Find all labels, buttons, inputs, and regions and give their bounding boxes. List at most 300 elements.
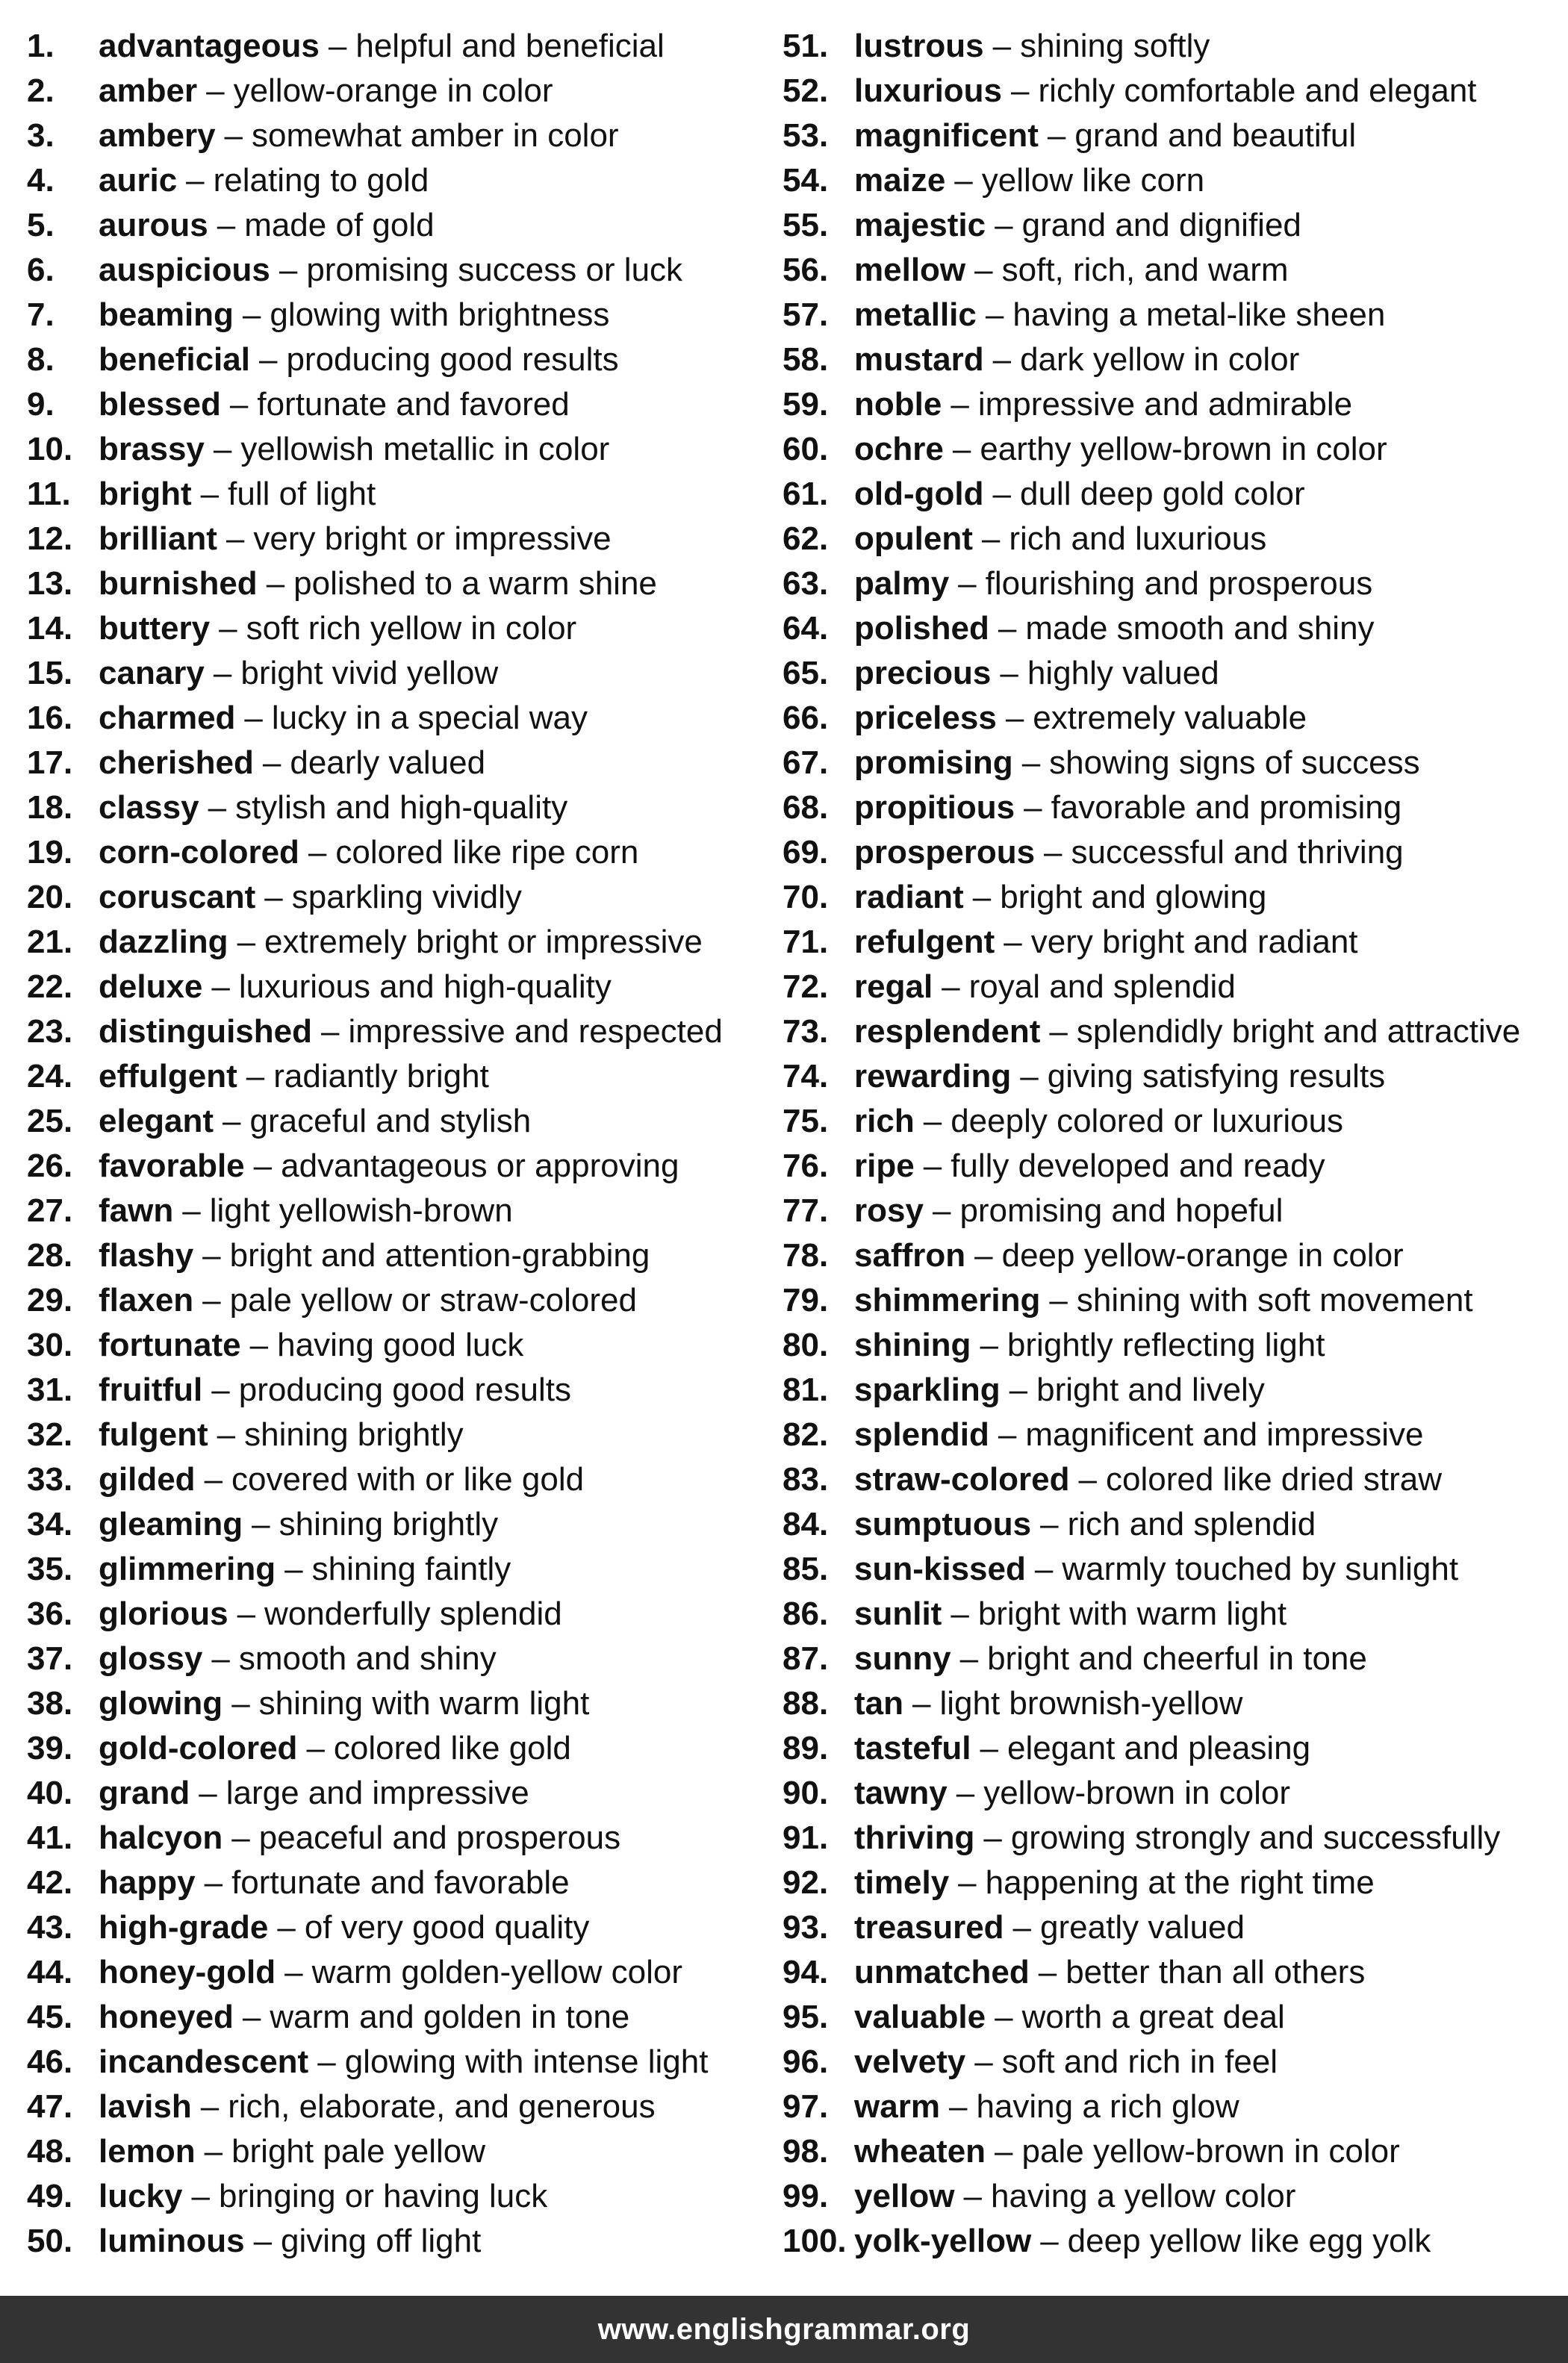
item-word: bright <box>99 476 192 512</box>
list-item <box>783 517 1568 561</box>
item-definition: shining with warm light <box>258 1685 590 1722</box>
item-number: 69. <box>783 834 829 871</box>
list-item <box>783 1905 1568 1950</box>
list-item <box>783 1861 1568 1905</box>
item-word: high-grade <box>99 1909 269 1946</box>
list-item <box>783 1547 1568 1592</box>
item-number: 34. <box>27 1506 73 1542</box>
item-word: happy <box>99 1864 196 1901</box>
list-item <box>27 1144 774 1189</box>
item-word: honeyed <box>99 1999 234 2035</box>
item-number: 66. <box>783 700 829 736</box>
item-separator: – <box>223 1103 241 1139</box>
item-number: 46. <box>27 2043 73 2080</box>
item-definition: elegant and pleasing <box>1007 1730 1311 1766</box>
item-word: incandescent <box>99 2043 309 2080</box>
item-number: 74. <box>783 1058 829 1095</box>
item-number: 77. <box>783 1192 829 1229</box>
item-definition: impressive and respected <box>348 1013 723 1050</box>
list-item <box>27 1323 774 1368</box>
item-separator: – <box>321 1013 340 1050</box>
item-separator: – <box>225 520 245 557</box>
item-word: brilliant <box>99 520 217 557</box>
item-definition: bright vivid yellow <box>240 655 499 691</box>
item-word: sunny <box>854 1640 951 1677</box>
item-number: 32. <box>27 1416 73 1453</box>
item-number: 76. <box>783 1148 829 1184</box>
item-number: 47. <box>27 2088 73 2125</box>
item-definition: richly comfortable and elegant <box>1038 72 1477 109</box>
item-word: gleaming <box>99 1506 243 1542</box>
item-separator: – <box>202 1282 221 1319</box>
item-separator: – <box>242 296 261 333</box>
item-definition: dull deep gold color <box>1019 476 1305 512</box>
item-number: 3. <box>27 117 55 154</box>
item-number: 10. <box>27 431 73 467</box>
item-definition: luxurious and high-quality <box>238 968 612 1005</box>
item-number: 36. <box>27 1595 73 1632</box>
list-item <box>783 561 1568 606</box>
list-item <box>27 920 774 965</box>
item-word: auspicious <box>99 252 270 288</box>
item-word: fawn <box>99 1192 174 1229</box>
list-item <box>27 382 774 427</box>
item-word: old-gold <box>854 476 984 512</box>
item-definition: soft and rich in feel <box>1001 2043 1278 2080</box>
item-separator: – <box>958 1864 977 1901</box>
item-separator: – <box>284 1551 303 1587</box>
item-separator: – <box>204 2133 223 2170</box>
item-number: 16. <box>27 700 73 736</box>
item-word: thriving <box>854 1819 975 1856</box>
item-separator: – <box>186 162 205 199</box>
item-number: 9. <box>27 386 55 423</box>
item-word: luminous <box>99 2223 245 2259</box>
item-number: 8. <box>27 341 55 378</box>
item-number: 62. <box>783 520 829 557</box>
list-item <box>27 830 774 875</box>
item-separator: – <box>1005 700 1024 736</box>
list-item <box>27 561 774 606</box>
item-number: 24. <box>27 1058 73 1095</box>
list-item <box>783 1816 1568 1861</box>
item-word: burnished <box>99 565 258 602</box>
item-definition: relating to gold <box>213 162 429 199</box>
list-item <box>27 1771 774 1816</box>
list-item <box>27 1547 774 1592</box>
item-word: canary <box>99 655 205 691</box>
item-number: 85. <box>783 1551 829 1587</box>
item-definition: glowing with brightness <box>270 296 610 333</box>
item-number: 53. <box>783 117 829 154</box>
list-item <box>783 1323 1568 1368</box>
item-separator: – <box>200 2088 220 2125</box>
item-word: fruitful <box>99 1372 203 1408</box>
item-definition: shining brightly <box>244 1416 464 1453</box>
item-separator: – <box>249 1327 269 1363</box>
item-number: 1. <box>27 28 55 64</box>
item-word: treasured <box>854 1909 1004 1946</box>
list-item <box>27 2219 774 2264</box>
item-separator: – <box>1020 1058 1039 1095</box>
item-number: 64. <box>783 610 829 647</box>
item-separator: – <box>954 162 973 199</box>
item-number: 21. <box>27 924 73 960</box>
item-word: magnificent <box>854 117 1039 154</box>
item-separator: – <box>284 1954 303 1990</box>
list-item <box>27 606 774 651</box>
item-number: 86. <box>783 1595 829 1632</box>
item-separator: – <box>981 520 1001 557</box>
item-separator: – <box>998 610 1017 647</box>
item-separator: – <box>246 1058 265 1095</box>
item-separator: – <box>219 610 237 647</box>
list-item <box>783 472 1568 517</box>
item-definition: highly valued <box>1027 655 1219 691</box>
list-item <box>783 696 1568 741</box>
item-number: 41. <box>27 1819 73 1856</box>
list-item <box>783 1726 1568 1771</box>
item-number: 15. <box>27 655 73 691</box>
item-word: opulent <box>854 520 973 557</box>
item-word: resplendent <box>854 1013 1041 1050</box>
item-word: majestic <box>854 207 986 243</box>
list-item <box>27 2174 774 2219</box>
item-number: 94. <box>783 1954 829 1990</box>
item-number: 99. <box>783 2178 829 2214</box>
item-definition: favorable and promising <box>1051 789 1402 826</box>
item-separator: – <box>279 252 298 288</box>
item-number: 42. <box>27 1864 73 1901</box>
item-separator: – <box>995 1999 1013 2035</box>
item-number: 84. <box>783 1506 829 1542</box>
item-definition: bright and glowing <box>1000 879 1267 915</box>
item-separator: – <box>206 72 225 109</box>
list-item <box>783 113 1568 158</box>
item-word: brassy <box>99 431 205 467</box>
item-number: 68. <box>783 789 829 826</box>
item-definition: yellow-brown in color <box>983 1775 1291 1811</box>
item-definition: warm golden-yellow color <box>311 1954 682 1990</box>
list-item <box>783 1995 1568 2040</box>
item-definition: pale yellow or straw-colored <box>229 1282 637 1319</box>
item-word: mustard <box>854 341 984 378</box>
item-definition: bright and cheerful in tone <box>987 1640 1367 1677</box>
list-item <box>783 293 1568 337</box>
item-separator: – <box>952 431 971 467</box>
list-item <box>783 158 1568 203</box>
item-separator: – <box>199 1775 217 1811</box>
list-item <box>27 337 774 382</box>
list-item <box>27 1950 774 1995</box>
item-word: radiant <box>854 879 964 915</box>
item-separator: – <box>1009 1372 1028 1408</box>
item-definition: stylish and high-quality <box>235 789 568 826</box>
item-separator: – <box>213 655 232 691</box>
item-number: 27. <box>27 1192 73 1229</box>
item-word: propitious <box>854 789 1015 826</box>
item-word: dazzling <box>99 924 228 960</box>
item-number: 38. <box>27 1685 73 1722</box>
item-definition: dark yellow in color <box>1020 341 1300 378</box>
item-separator: – <box>308 834 327 871</box>
item-definition: bringing or having luck <box>219 2178 548 2214</box>
list-item <box>783 965 1568 1009</box>
item-number: 88. <box>783 1685 829 1722</box>
item-number: 48. <box>27 2133 73 2170</box>
list-item <box>27 785 774 830</box>
item-number: 39. <box>27 1730 73 1766</box>
item-definition: of very good quality <box>304 1909 590 1946</box>
item-definition: yellow-orange in color <box>233 72 553 109</box>
list-item <box>783 203 1568 248</box>
item-word: metallic <box>854 296 977 333</box>
item-definition: fortunate and favorable <box>231 1864 570 1901</box>
item-separator: – <box>948 2088 968 2125</box>
item-word: straw-colored <box>854 1461 1070 1498</box>
item-number: 11. <box>27 476 71 512</box>
item-word: polished <box>854 610 989 647</box>
item-separator: – <box>942 968 960 1005</box>
item-word: favorable <box>99 1148 245 1184</box>
item-separator: – <box>974 1237 993 1274</box>
item-number: 45. <box>27 1999 73 2035</box>
item-number: 54. <box>783 162 829 199</box>
item-separator: – <box>328 28 347 64</box>
item-word: sun-kissed <box>854 1551 1026 1587</box>
item-number: 43. <box>27 1909 73 1946</box>
list-item <box>27 965 774 1009</box>
item-word: luxurious <box>854 72 1003 109</box>
item-word: fortunate <box>99 1327 241 1363</box>
list-item <box>783 1413 1568 1457</box>
item-separator: – <box>1049 1282 1068 1319</box>
item-number: 56. <box>783 252 829 288</box>
item-number: 78. <box>783 1237 829 1274</box>
list-item <box>27 1726 774 1771</box>
item-separator: – <box>231 1819 250 1856</box>
list-item <box>27 1905 774 1950</box>
item-number: 19. <box>27 834 73 871</box>
item-definition: producing good results <box>238 1372 571 1408</box>
item-word: halcyon <box>99 1819 223 1856</box>
list-item <box>27 1099 774 1144</box>
item-separator: – <box>253 2223 273 2259</box>
item-number: 52. <box>783 72 829 109</box>
item-definition: having a rich glow <box>976 2088 1239 2125</box>
item-separator: – <box>1034 1551 1054 1587</box>
item-number: 97. <box>783 2088 829 2125</box>
item-number: 29. <box>27 1282 73 1319</box>
item-separator: – <box>211 1372 230 1408</box>
list-item <box>783 248 1568 293</box>
item-separator: – <box>983 1819 1002 1856</box>
item-definition: soft, rich, and warm <box>1001 252 1289 288</box>
list-item <box>783 1592 1568 1637</box>
item-definition: earthy yellow-brown in color <box>980 431 1387 467</box>
item-definition: producing good results <box>286 341 619 378</box>
item-number: 82. <box>783 1416 829 1453</box>
item-number: 63. <box>783 565 829 602</box>
list-item <box>27 2129 774 2174</box>
list-item <box>27 696 774 741</box>
list-item <box>27 651 774 696</box>
item-definition: bright pale yellow <box>231 2133 486 2170</box>
item-definition: very bright or impressive <box>253 520 612 557</box>
item-definition: deep yellow like egg yolk <box>1067 2223 1431 2259</box>
list-item <box>783 920 1568 965</box>
item-separator: – <box>1012 1909 1032 1946</box>
item-definition: giving off light <box>281 2223 482 2259</box>
item-number: 57. <box>783 296 829 333</box>
list-item <box>783 1099 1568 1144</box>
item-word: lemon <box>99 2133 196 2170</box>
item-number: 67. <box>783 744 829 781</box>
list-item <box>783 1368 1568 1413</box>
item-word: warm <box>854 2088 940 2125</box>
item-word: gilded <box>99 1461 196 1498</box>
item-word: flaxen <box>99 1282 194 1319</box>
list-item <box>27 741 774 785</box>
item-number: 70. <box>783 879 829 915</box>
item-definition: magnificent and impressive <box>1025 1416 1424 1453</box>
item-separator: – <box>317 2043 336 2080</box>
list-item <box>783 337 1568 382</box>
list-item <box>783 1054 1568 1099</box>
item-separator: – <box>1000 655 1018 691</box>
list-item <box>783 2174 1568 2219</box>
item-definition: light yellowish-brown <box>209 1192 513 1229</box>
item-word: sunlit <box>854 1595 942 1632</box>
item-separator: – <box>208 789 227 826</box>
list-item <box>27 113 774 158</box>
item-definition: fully developed and ready <box>951 1148 1325 1184</box>
item-word: coruscant <box>99 879 256 915</box>
item-number: 51. <box>783 28 829 64</box>
item-word: cherished <box>99 744 254 781</box>
item-separator: – <box>992 476 1011 512</box>
item-number: 20. <box>27 879 73 915</box>
item-word: beneficial <box>99 341 250 378</box>
item-definition: light brownish-yellow <box>939 1685 1243 1722</box>
item-word: yolk-yellow <box>854 2223 1032 2259</box>
item-separator: – <box>229 386 249 423</box>
item-definition: rich and luxurious <box>1009 520 1267 557</box>
item-separator: – <box>258 341 278 378</box>
item-word: rewarding <box>854 1058 1012 1095</box>
list-item <box>27 293 774 337</box>
item-number: 37. <box>27 1640 73 1677</box>
list-item <box>783 1950 1568 1995</box>
item-definition: warm and golden in tone <box>270 1999 630 2035</box>
item-separator: – <box>1011 72 1030 109</box>
item-word: precious <box>854 655 992 691</box>
item-definition: colored like dried straw <box>1106 1461 1442 1498</box>
item-word: splendid <box>854 1416 989 1453</box>
item-number: 80. <box>783 1327 829 1363</box>
item-definition: dearly valued <box>290 744 486 781</box>
item-separator: – <box>1004 924 1022 960</box>
item-number: 75. <box>783 1103 829 1139</box>
item-number: 89. <box>783 1730 829 1766</box>
item-word: tan <box>854 1685 903 1722</box>
item-definition: graceful and stylish <box>249 1103 532 1139</box>
list-item <box>27 1457 774 1502</box>
item-word: velvety <box>854 2043 966 2080</box>
item-separator: – <box>992 341 1012 378</box>
item-word: auric <box>99 162 178 199</box>
item-definition: happening at the right time <box>985 1864 1375 1901</box>
item-separator: – <box>985 296 1004 333</box>
item-number: 92. <box>783 1864 829 1901</box>
item-word: fulgent <box>99 1416 208 1453</box>
item-number: 44. <box>27 1954 73 1990</box>
item-separator: – <box>980 1327 998 1363</box>
item-separator: – <box>974 252 993 288</box>
item-separator: – <box>217 207 236 243</box>
item-word: beaming <box>99 296 234 333</box>
item-number: 50. <box>27 2223 73 2259</box>
item-separator: – <box>912 1685 931 1722</box>
item-definition: shining faintly <box>311 1551 511 1587</box>
item-number: 49. <box>27 2178 73 2214</box>
item-word: corn-colored <box>99 834 299 871</box>
item-definition: grand and beautiful <box>1074 117 1357 154</box>
item-word: glimmering <box>99 1551 276 1587</box>
list-item <box>27 1368 774 1413</box>
item-number: 40. <box>27 1775 73 1811</box>
item-separator: – <box>264 879 283 915</box>
list-item <box>27 2085 774 2129</box>
item-word: glorious <box>99 1595 228 1632</box>
item-separator: – <box>1040 1506 1059 1542</box>
item-definition: advantageous or approving <box>281 1148 679 1184</box>
item-definition: having a metal-like sheen <box>1012 296 1386 333</box>
item-definition: fortunate and favored <box>257 386 570 423</box>
list-item <box>783 1457 1568 1502</box>
item-number: 61. <box>783 476 829 512</box>
item-definition: colored like ripe corn <box>335 834 639 871</box>
item-definition: rich, elaborate, and generous <box>228 2088 656 2125</box>
item-number: 23. <box>27 1013 73 1050</box>
item-separator: – <box>262 744 281 781</box>
item-word: lavish <box>99 2088 192 2125</box>
item-definition: greatly valued <box>1040 1909 1245 1946</box>
item-definition: yellowish metallic in color <box>240 431 610 467</box>
item-definition: having good luck <box>277 1327 524 1363</box>
item-number: 4. <box>27 162 55 199</box>
item-word: regal <box>854 968 933 1005</box>
item-definition: shining with soft movement <box>1076 1282 1473 1319</box>
list-item <box>27 517 774 561</box>
item-word: yellow <box>854 2178 955 2214</box>
item-word: maize <box>854 162 946 199</box>
item-word: tawny <box>854 1775 948 1811</box>
item-word: gold-colored <box>99 1730 298 1766</box>
item-word: saffron <box>854 1237 966 1274</box>
item-definition: shining brightly <box>279 1506 499 1542</box>
item-separator: – <box>995 207 1013 243</box>
item-definition: peaceful and prosperous <box>258 1819 621 1856</box>
item-definition: successful and thriving <box>1071 834 1404 871</box>
footer-website-link[interactable]: www.englishgrammar.org <box>597 2312 971 2346</box>
item-definition: deeply colored or luxurious <box>951 1103 1344 1139</box>
list-item <box>27 1502 774 1547</box>
item-word: effulgent <box>99 1058 237 1095</box>
item-number: 59. <box>783 386 829 423</box>
list-item <box>783 785 1568 830</box>
list-item <box>27 2040 774 2085</box>
